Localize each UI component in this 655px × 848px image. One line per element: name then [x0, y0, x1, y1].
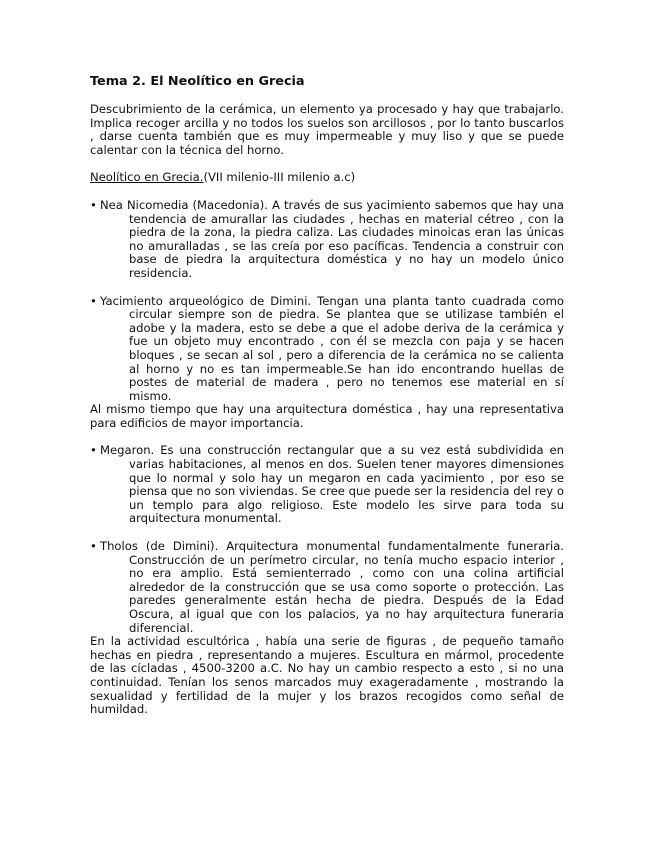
- bullet-item-tholos: [90, 540, 564, 635]
- bullet-text: Tholos (de Dimini). Arquitectura monumental fundamentalmente funeraria. Construcción de un perímetro circular, no tenía mucho espacio interior , no era amplio. Está semienterrado , como con una colina artificial alrededor de la construcción que se usa como soporte o protección. Las paredes generalmente están hecha de piedra. Después de la Edad Oscura, al igual que con los palacios, ya no hay arquitectura funeraria diferencial.: [100, 539, 564, 635]
- bullet-marker: •: [90, 197, 97, 212]
- document-body: [90, 74, 564, 717]
- bullet-item-nea-nicomedia: [90, 199, 564, 281]
- section-heading: [90, 171, 564, 185]
- paragraph-architecture: Al mismo tiempo que hay una arquitectura doméstica , hay una representativa para edificios de mayor importancia.: [90, 402, 564, 430]
- bullet-text: Yacimiento arqueológico de Dimini. Tengan una planta tanto cuadrada como circular siempre son de piedra. Se plantea que se utilizase también el adobe y la madera, esto se debe a que el adobe deriva de la cerámica y fue un objeto muy encontrado , con él se mezcla con paja y se hacen bloques , se secan al sol , pero a diferencia de la cerámica no se calienta al horno y no es tan impermeable.Se han ido encontrando huellas de postes de material de madera , pero no tenemos ese material en sí mismo.: [100, 293, 564, 403]
- spacer: [90, 185, 564, 199]
- intro-paragraph: Descubrimiento de la cerámica, un elemento ya procesado y hay que trabajarlo. Implica recoger arcilla y no todos los suelos son arcillosos , por lo tanto buscarlos , darse cuenta también que es muy impermeable y muy liso y que se puede calentar con la técnica del horno.: [90, 102, 564, 157]
- bullet-marker: •: [90, 293, 97, 308]
- bullet-text: Megaron. Es una construcción rectangular que a su vez está subdividida en varias habitaciones, al menos en dos. Suelen tener mayores dimensiones que lo normal y solo hay un megaron en cada yacimiento , por eso se piensa que no son viviendas. Se cree que puede ser la residencia del rey o un templo para algo religioso. Este modelo les sirve para toda su arquitectura monumental.: [100, 443, 564, 526]
- spacer: [90, 157, 564, 171]
- page-title: Tema 2. El Neolítico en Grecia: [90, 74, 305, 89]
- section-dates: (VII milenio-III milenio a.c): [203, 170, 356, 185]
- bullet-item-megaron: [90, 444, 564, 526]
- bullet-item-dimini: [90, 295, 564, 404]
- bullet-text: Nea Nicomedia (Macedonia). A través de sus yacimiento sabemos que hay una tendencia de amurallar las ciudades , hechas en material cétreo , con la piedra de la zona, la piedra caliza. Las ciudades minoicas eran las únicas no amuralladas , se las creía por eso pacíficas. Tendencia a construir con base de piedra la arquitectura doméstica y no hay un modelo único residencia.: [100, 197, 564, 280]
- section-link: Neolítico en Grecia.: [90, 170, 204, 185]
- bullet-marker: •: [90, 539, 97, 554]
- spacer: [90, 526, 564, 540]
- spacer: [90, 281, 564, 295]
- paragraph-sculpture: En la actividad escultórica , había una serie de figuras , de pequeño tamaño hechas en piedra , representando a mujeres. Escultura en mármol, procedente de las cícladas , 4500-3200 a.C. No hay un cambio respecto a esto , si no una continuidad. Tenían los senos marcados muy exageradamente , mostrando la sexualidad y fertilidad de la mujer y los brazos recogidos como señal de humildad.: [90, 634, 564, 717]
- bullet-marker: •: [90, 443, 97, 458]
- spacer: [90, 430, 564, 444]
